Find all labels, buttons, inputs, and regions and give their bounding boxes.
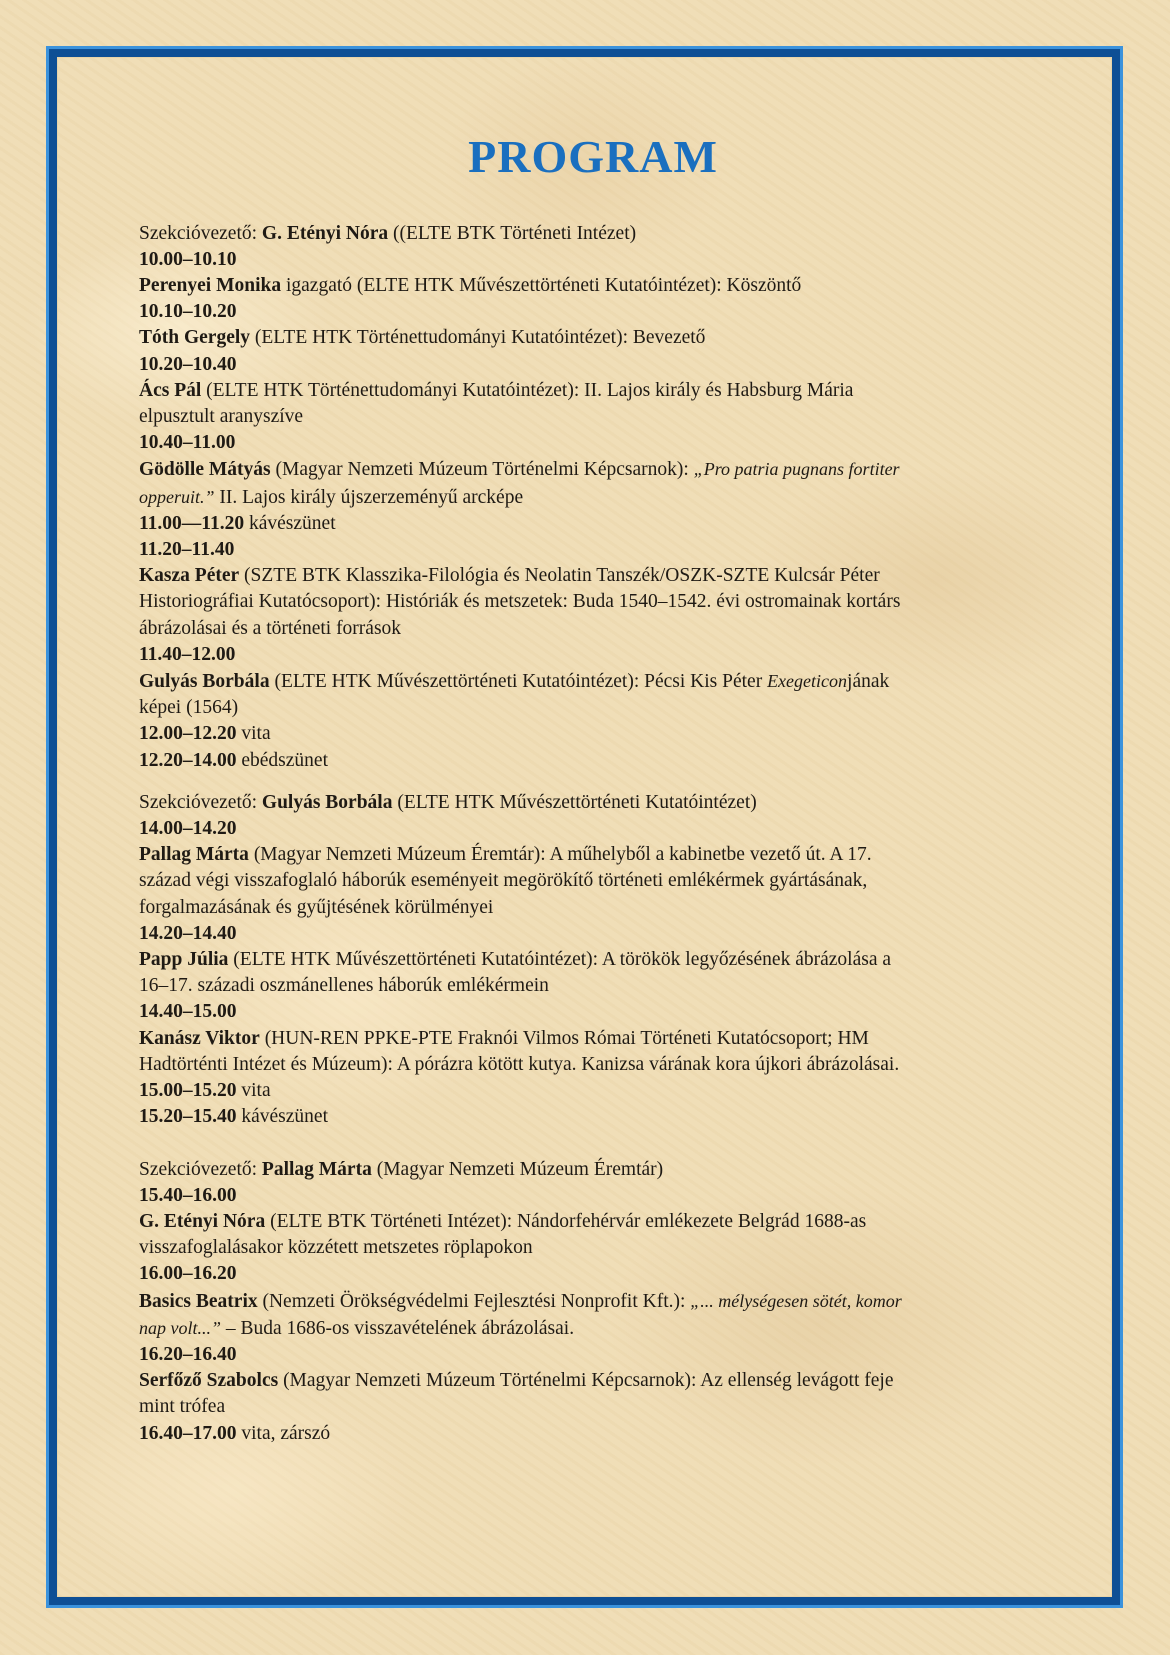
talk-text: (Magyar Nemzeti Múzeum Történelmi Képcsarnok): xyxy=(270,459,694,481)
time-slot: 14.20–14.40 xyxy=(139,922,237,944)
speaker-name: Papp Júlia xyxy=(139,949,229,971)
chair-name: Gulyás Borbála xyxy=(261,791,393,813)
talk-title-italic: Exegeticon xyxy=(767,671,848,692)
talk-text: jának xyxy=(847,671,890,693)
speaker-name: Basics Beatrix xyxy=(139,1290,258,1312)
time-slot: 11.20–11.40 xyxy=(139,539,235,561)
talk-text: (ELTE HTK Történettudományi Kutatóintézet): II. Lajos király és Habsburg Mária xyxy=(201,379,854,401)
talk-text: (ELTE HTK Történettudományi Kutatóintézet): Bevezető xyxy=(250,327,706,349)
talk-text: igazgató (ELTE HTK Művészettörténeti Kutatóintézet): Köszöntő xyxy=(281,275,802,296)
talk-title-italic: „Pro patria pugnans fortiter xyxy=(693,459,900,480)
section-2 xyxy=(139,790,1039,1131)
time-slot: 15.00–15.20 xyxy=(139,1080,237,1102)
section-chair xyxy=(139,1157,1039,1183)
time-slot: 16.40–17.00 xyxy=(139,1422,237,1444)
break-label: ebédszünet xyxy=(236,749,329,771)
talk-text: (Magyar Nemzeti Múzeum Éremtár): A műhelyből a kabinetbe vezető út. A 17. xyxy=(248,844,872,866)
time-slot: 10.40–11.00 xyxy=(139,432,236,454)
talk-entry xyxy=(139,563,1039,589)
section-1 xyxy=(139,221,1039,774)
time-slot: 11.40–12.00 xyxy=(139,643,236,665)
time-slot: 10.00–10.10 xyxy=(139,248,237,270)
break-label: vita xyxy=(236,723,271,745)
chair-affiliation: (Magyar Nemzeti Múzeum Éremtár) xyxy=(371,1158,664,1180)
talk-title-italic: „... mélységesen sötét, komor xyxy=(690,1290,902,1311)
chair-label: Szekcióvezető: xyxy=(139,222,262,244)
talk-entry xyxy=(139,1368,1039,1394)
speaker-name: Pallag Márta xyxy=(139,844,249,866)
break-entry xyxy=(139,721,1039,747)
time-slot: 16.20–16.40 xyxy=(139,1343,237,1365)
talk-text-continued: ábrázolásai és a történeti források xyxy=(139,617,402,639)
talk-text: (ELTE HTK Művészettörténeti Kutatóintézet): A törökök legyőzésének ábrázolása a xyxy=(228,949,892,971)
talk-text: (HUN-REN PPKE-PTE Fraknói Vilmos Római Történeti Kutatócsoport; HM xyxy=(259,1027,869,1049)
talk-entry xyxy=(139,1026,1039,1052)
break-label: vita, zárszó xyxy=(236,1422,331,1444)
time-slot: 10.10–10.20 xyxy=(139,301,237,323)
talk-text-continued xyxy=(139,484,1039,511)
talk-entry xyxy=(139,668,1039,695)
section-spacer xyxy=(139,774,1039,790)
time-slot: 12.20–14.00 xyxy=(139,749,237,771)
talk-text: II. Lajos király újszerzeményű arcképe xyxy=(214,486,524,508)
section-chair xyxy=(139,221,1039,247)
time-slot: 14.00–14.20 xyxy=(139,818,237,840)
time-slot: 12.00–12.20 xyxy=(139,723,237,745)
chair-name: G. Etényi Nóra xyxy=(261,222,389,244)
time-slot: 16.00–16.20 xyxy=(139,1263,237,1285)
chair-name: Pallag Márta xyxy=(261,1158,372,1180)
talk-text-continued: 16–17. századi oszmánellenes háborúk emlékérmein xyxy=(139,975,549,997)
talk-text: (Magyar Nemzeti Múzeum Történelmi Képcsarnok): Az ellenség levágott feje xyxy=(278,1370,894,1392)
break-label: kávészünet xyxy=(244,512,336,534)
talk-text-continued: elpusztult aranyszíve xyxy=(139,406,304,428)
talk-text: (SZTE BTK Klasszika-Filológia és Neolatin Tanszék/OSZK-SZTE Kulcsár Péter xyxy=(239,565,880,587)
section-chair xyxy=(139,790,1039,816)
talk-text: – Buda 1686-os visszavételének ábrázolásai. xyxy=(221,1317,575,1339)
talk-text-continued: Historiográfiai Kutatócsoport): Históriák és metszetek: Buda 1540–1542. évi ostromainak kortárs xyxy=(139,591,901,613)
break-entry xyxy=(139,1078,1039,1104)
talk-entry xyxy=(139,378,1039,404)
speaker-name: Kanász Viktor xyxy=(139,1027,260,1049)
time-slot: 15.20–15.40 xyxy=(139,1106,237,1128)
break-entry xyxy=(139,748,1039,774)
talk-text: (Nemzeti Örökségvédelmi Fejlesztési Nonprofit Kft.): xyxy=(257,1290,691,1312)
talk-text-continued: század végi visszafoglaló háborúk eseményeit megörökítő történeti emlékérmek gyártásának, xyxy=(139,870,868,892)
talk-entry xyxy=(139,273,1039,299)
speaker-name: Gulyás Borbála xyxy=(139,671,270,693)
talk-text-continued: visszafoglalásakor közzétett metszetes röplapokon xyxy=(139,1237,533,1259)
chair-label: Szekcióvezető: xyxy=(139,791,262,813)
time-slot: 15.40–16.00 xyxy=(139,1184,237,1206)
speaker-name: Gödölle Mátyás xyxy=(139,459,271,481)
talk-title-italic: opperuit.” xyxy=(139,486,215,507)
talk-entry xyxy=(139,1288,1039,1315)
speaker-name: Ács Pál xyxy=(139,379,202,401)
speaker-name: Serfőző Szabolcs xyxy=(139,1370,279,1392)
talk-entry xyxy=(139,325,1039,351)
page-title: PROGRAM xyxy=(468,131,718,182)
break-entry xyxy=(139,511,1039,537)
break-label: kávészünet xyxy=(236,1106,329,1128)
speaker-name: Tóth Gergely xyxy=(139,327,251,349)
speaker-name: Kasza Péter xyxy=(139,565,240,587)
chair-label: Szekcióvezető: xyxy=(139,1158,262,1180)
time-slot: 10.20–10.40 xyxy=(139,353,237,375)
talk-text-continued xyxy=(139,1315,1039,1342)
break-entry xyxy=(139,1104,1039,1130)
talk-text-continued: mint trófea xyxy=(139,1396,226,1418)
time-slot: 11.00—11.20 xyxy=(139,512,245,534)
section-3 xyxy=(139,1157,1039,1447)
talk-entry xyxy=(139,1209,1039,1235)
talk-text-continued: Hadtörténti Intézet és Múzeum): A pórázra kötött kutya. Kanizsa várának kora újkori ábrázolásai. xyxy=(139,1053,900,1075)
program-document xyxy=(139,132,1039,1447)
talk-text: (ELTE BTK Történeti Intézet): Nándorfehérvár emlékezete Belgrád 1688-as xyxy=(265,1210,867,1232)
talk-text-continued: forgalmazásának és gyűjtésének körülményei xyxy=(139,896,494,918)
break-entry xyxy=(139,1421,1039,1447)
speaker-name: Perenyei Monika xyxy=(139,275,282,296)
chair-affiliation: ((ELTE BTK Történeti Intézet) xyxy=(388,222,637,244)
talk-entry xyxy=(139,456,1039,483)
talk-text-continued: képei (1564) xyxy=(139,697,239,719)
time-slot: 14.40–15.00 xyxy=(139,1001,237,1023)
section-spacer xyxy=(139,1131,1039,1157)
talk-text: (ELTE HTK Művészettörténeti Kutatóintézet): Pécsi Kis Péter xyxy=(269,671,768,693)
speaker-name: G. Etényi Nóra xyxy=(139,1210,266,1232)
talk-entry xyxy=(139,947,1039,973)
break-label: vita xyxy=(236,1080,271,1102)
talk-title-italic: nap volt...” xyxy=(139,1317,222,1338)
chair-affiliation: (ELTE HTK Művészettörténeti Kutatóintézet) xyxy=(392,791,757,813)
talk-entry xyxy=(139,842,1039,868)
